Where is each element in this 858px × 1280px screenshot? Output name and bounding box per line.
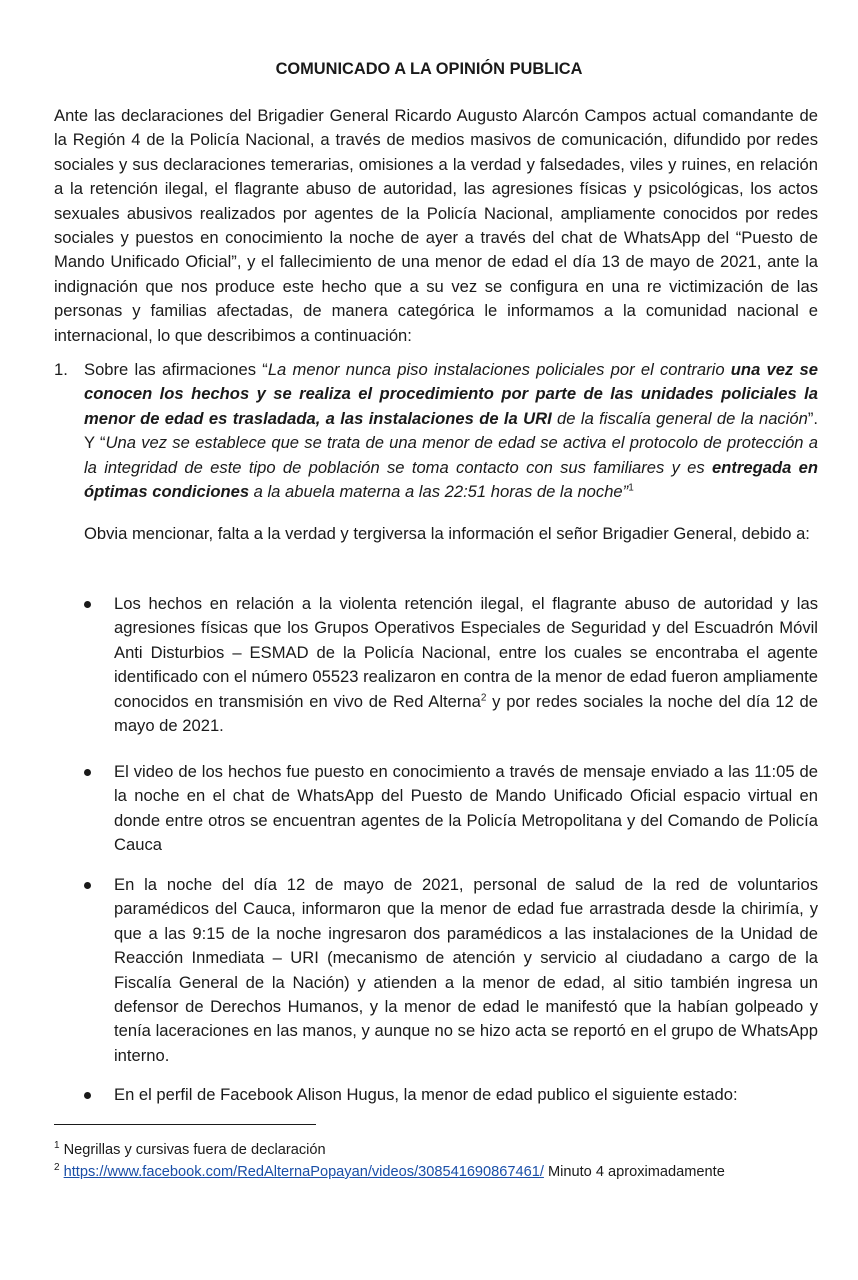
footnote-2	[54, 1161, 725, 1183]
footnote-ref[interactable]: 1	[628, 482, 634, 494]
footnote-link[interactable]: https://www.facebook.com/RedAlternaPopayan/videos/308541690867461/	[63, 1164, 544, 1180]
item-text-italic: Una vez se establece que se trata de una menor de edad se activa el protocolo de protección a la integridad de este tipo de población se toma contacto con sus familiares y es	[84, 433, 818, 477]
footnote-mark: 2	[54, 1162, 60, 1174]
item-text-italic: de la fiscalía general de la nación	[551, 408, 808, 428]
item-number: 1.	[54, 360, 68, 379]
bullet-text: En el perfil de Facebook Alison Hugus, la menor de edad publico el siguiente estado:	[114, 1085, 738, 1104]
bullet-text: En la noche del día 12 de mayo de 2021, personal de salud de la red de voluntarios paramédicos del Cauca, informaron que la menor de edad fue arrastrada desde la chirimía, y que a las 9:15 de la noche ingresaron dos paramédicos a las instalaciones de la Unidad de Reacción Inmediata – URI (mecanismo de atención y servicio al ciudadano a cargo de la Fiscalía General de la Nación) y atienden a la menor de edad, al sitio también ingresa un defensor de Derechos Humanos, y la menor de edad le manifestó que la habían golpeado y tenía laceraciones en las manos, y aunque no se hizo acta se reportó en el grupo de WhatsApp interno.	[114, 875, 818, 1065]
bullet-icon	[84, 769, 91, 776]
footnote-divider	[54, 1124, 316, 1125]
bullet-text-part: y por redes sociales la noche del día 12 de mayo de 2021.	[114, 691, 818, 736]
footnote-ref[interactable]: 2	[480, 692, 487, 704]
footnote-mark: 1	[54, 1140, 60, 1152]
bullet-text: El video de los hechos fue puesto en conocimiento a través de mensaje enviado a las 11:05 de la noche en el chat de WhatsApp del Puesto de Mando Unificado Oficial espacio virtual en donde entre otros se encuentran agentes de la Policía Metropolitana y del Comando de Policía Cauca	[114, 762, 818, 855]
bullet-text-part: Los hechos en relación a la violenta retención ilegal, el flagrante abuso de autoridad y las agresiones físicas que los Grupos Operativos Especiales de Seguridad y del Escuadrón Móvil Anti Disturbios – ESMAD de la Policía Nacional, entre los cuales se encontraba el agente identificado con el número 05523 realizaron en contra de la menor de edad fueron ampliamente conocidos en transmisión en vivo de Red Alterna	[114, 594, 818, 711]
bullet-icon	[84, 882, 91, 889]
bullet-text	[114, 592, 818, 738]
item-text-regular: ”. Y “	[84, 408, 819, 453]
bullet-item	[84, 873, 818, 1068]
page-title: COMUNICADO A LA OPINIÓN PUBLICA	[275, 60, 583, 78]
item-text-italic: La menor nunca piso instalaciones policiales por el contrario	[267, 360, 731, 379]
item-text-bold-italic: entregada en óptimas condiciones	[84, 457, 818, 502]
bullet-item	[84, 1083, 818, 1107]
item-text-regular: Sobre las afirmaciones “	[84, 360, 268, 379]
footnote-1	[54, 1139, 326, 1161]
numbered-item-1	[54, 358, 818, 504]
bullet-item	[84, 592, 818, 738]
footnote-text: Minuto 4 aproximadamente	[543, 1164, 725, 1180]
bullet-icon	[84, 1092, 91, 1099]
bullet-item	[84, 760, 818, 858]
bullet-icon	[84, 601, 91, 608]
intro-paragraph: Ante las declaraciones del Brigadier General Ricardo Augusto Alarcón Campos actual comandante de la Región 4 de la Policía Nacional, a través de medios masivos de comunicación, difundido por redes sociales y sus declaraciones temerarias, omisiones a la verdad y falsedades, viles y ruines, en relación a la retención ilegal, el flagrante abuso de autoridad, las agresiones físicas y psicológicas, los actos sexuales abusivos realizados por agentes de la Policía Nacional, ampliamente conocidos por redes sociales y puestos en conocimiento la noche de ayer a través del chat de WhatsApp del “Puesto de Mando Unificado Oficial”, y el fallecimiento de una menor de edad el día 13 de mayo de 2021, ante la indignación que nos produce este hecho que a su vez se configura en una re victimización de las personas y familias afectadas, de manera categórica le informamos a la comunidad nacional e internacional, lo que describimos a continuación:	[54, 106, 818, 345]
item-text-italic: ”	[622, 482, 629, 502]
item-body	[84, 358, 818, 504]
item-text-bold-italic: una vez se conocen los hechos y se realiza el procedimiento por parte de las unidades policiales la menor de edad es trasladada, a las instalaciones de la URI	[84, 360, 818, 428]
explanation-paragraph: Obvia mencionar, falta a la verdad y tergiversa la información el señor Brigadier General, debido a:	[84, 524, 810, 543]
item-text-italic: a la abuela materna a las 22:51 horas de la noche	[249, 482, 623, 502]
footnote-text: Negrillas y cursivas fuera de declaración	[59, 1142, 326, 1158]
